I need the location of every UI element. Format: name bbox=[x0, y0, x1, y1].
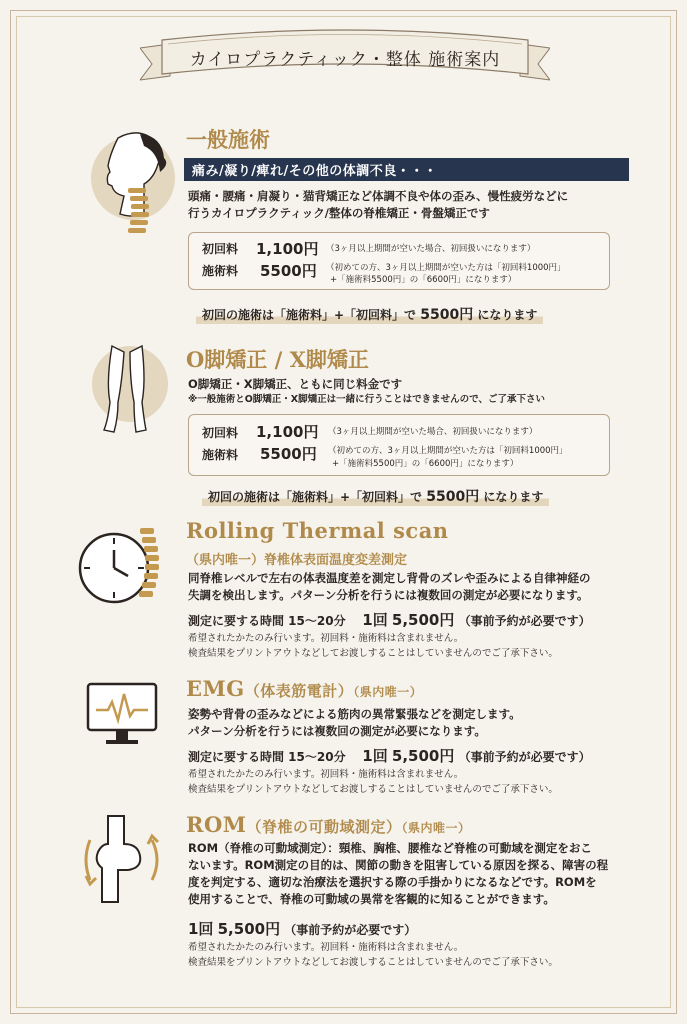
thermal-note1: 希望されたかたのみ行います。初回料・施術料は含まれません。 bbox=[188, 633, 464, 644]
thermal-desc1: 同脊椎レベルで左右の体表温度差を測定し背骨のズレや歪みによる自律神経の bbox=[188, 571, 591, 585]
thermal-desc2: 失調を検出します。パターン分析を行うには複数回の測定が必要になります。 bbox=[188, 588, 589, 602]
rom-price-value: 5,500円 bbox=[217, 920, 281, 938]
oleg-row2-price: 5500円 bbox=[260, 445, 317, 463]
emg-price-time: 測定に要する時間 15〜20分 bbox=[188, 750, 346, 764]
rom-price-count: 1回 bbox=[188, 920, 214, 938]
general-row2-price: 5500円 bbox=[260, 262, 317, 280]
general-summary bbox=[196, 304, 543, 324]
oleg-summary-b: 5500円 bbox=[426, 489, 480, 505]
general-row1-price: 1,100円 bbox=[256, 240, 319, 258]
monitor-ecg-icon bbox=[82, 676, 162, 756]
emg-desc1: 姿勢や背骨の歪みなどによる筋肉の異常緊張などを測定します。 bbox=[188, 707, 521, 721]
rom-title bbox=[186, 812, 471, 837]
oleg-title: O脚矯正 / X脚矯正 bbox=[186, 347, 369, 372]
thermal-title: Rolling Thermal scan bbox=[186, 518, 449, 543]
oleg-row2-note2: +「施術料5500円」の「6600円」になります） bbox=[332, 459, 519, 469]
emg-title-paren: （体表筋電計） bbox=[244, 682, 354, 700]
emg-price-note: （事前予約が必要です） bbox=[458, 750, 591, 764]
general-band: 痛み/凝り/痺れ/その他の体調不良・・・ bbox=[184, 158, 629, 181]
general-desc2: 行うカイロプラクティック/整体の脊椎矯正・骨盤矯正です bbox=[188, 206, 490, 220]
clock-spine-icon bbox=[74, 520, 164, 610]
general-summary-c: になります bbox=[477, 308, 538, 322]
emg-note1: 希望されたかたのみ行います。初回料・施術料は含まれません。 bbox=[188, 769, 464, 780]
emg-title bbox=[186, 676, 422, 701]
general-row1-note: （3ヶ月以上期間が空いた場合、初回扱いになります） bbox=[326, 244, 536, 254]
emg-title-main: EMG bbox=[186, 676, 245, 701]
thermal-price-note: （事前予約が必要です） bbox=[458, 614, 591, 628]
thermal-price-value: 5,500円 bbox=[391, 611, 455, 629]
legs-icon bbox=[84, 342, 170, 438]
thermal-price-time: 測定に要する時間 15〜20分 bbox=[188, 614, 346, 628]
rom-price bbox=[188, 918, 416, 939]
page-title: カイロプラクティック・整体 施術案内 bbox=[189, 50, 501, 70]
thermal-price-count: 1回 bbox=[362, 611, 388, 629]
oleg-row2-label: 施術料 bbox=[202, 448, 239, 462]
oleg-desc2: ※一般施術とO脚矯正・X脚矯正は一緒に行うことはできませんので、ご了承下さい bbox=[188, 394, 545, 405]
rom-note1: 希望されたかたのみ行います。初回料・施術料は含まれません。 bbox=[188, 942, 464, 953]
rom-desc3: 度を判定する、適切な治療法を選択する際の手掛かりになるなどです。ROMを bbox=[188, 875, 597, 889]
oleg-row1-price: 1,100円 bbox=[256, 423, 319, 441]
general-title: 一般施術 bbox=[186, 127, 270, 152]
oleg-desc1: O脚矯正・X脚矯正、ともに同じ料金です bbox=[188, 377, 403, 391]
general-row1-label: 初回料 bbox=[202, 242, 239, 256]
emg-desc2: パターン分析を行うには複数回の測定が必要になります。 bbox=[188, 724, 486, 738]
general-summary-a: 初回の施術は「施術料」+「初回料」で bbox=[202, 308, 417, 322]
emg-price-value: 5,500円 bbox=[391, 747, 455, 765]
emg-price bbox=[188, 745, 591, 766]
emg-price-count: 1回 bbox=[362, 747, 388, 765]
rom-desc1: ROM（脊椎の可動域測定）：頸椎、胸椎、腰椎など脊椎の可動域を測定をおこ bbox=[188, 841, 592, 855]
rom-price-note: （事前予約が必要です） bbox=[284, 923, 417, 937]
rom-desc4: 使用することで、脊椎の可動域の異常を客観的に知ることができます。 bbox=[188, 892, 555, 906]
oleg-row1-label: 初回料 bbox=[202, 426, 239, 440]
knee-joint-icon bbox=[78, 810, 168, 910]
oleg-row1-note: （3ヶ月以上期間が空いた場合、初回扱いになります） bbox=[328, 427, 538, 437]
oleg-row2-note1: （初めての方、3ヶ月以上期間が空いた方は「初回料1000円」 bbox=[328, 446, 568, 456]
general-row2-note2: +「施術料5500円」の「6600円」になります） bbox=[330, 275, 517, 285]
emg-note2: 検査結果をプリントアウトなどしてお渡しすることはしていませんのでご了承下さい。 bbox=[188, 784, 558, 795]
rom-title-main: ROM bbox=[186, 812, 247, 837]
emg-title-sub: （県内唯一） bbox=[353, 685, 423, 699]
thermal-note2: 検査結果をプリントアウトなどしてお渡しすることはしていませんのでご了承下さい。 bbox=[188, 648, 558, 659]
general-desc1: 頭痛・腰痛・肩凝り・猫背矯正など体調不良や体の歪み、慢性疲労などに bbox=[188, 189, 569, 203]
general-row2-label: 施術料 bbox=[202, 264, 239, 278]
oleg-summary-a: 初回の施術は「施術料」+「初回料」で bbox=[208, 490, 423, 504]
oleg-summary bbox=[202, 486, 549, 506]
rom-desc2: ないます。ROM測定の目的は、関節の動きを阻害している原因を探る、障害の程 bbox=[188, 858, 609, 872]
neck-spine-icon bbox=[78, 118, 178, 248]
oleg-summary-c: になります bbox=[483, 490, 544, 504]
thermal-price bbox=[188, 609, 591, 630]
rom-title-sub: （県内唯一） bbox=[401, 821, 471, 835]
rom-note2: 検査結果をプリントアウトなどしてお渡しすることはしていませんのでご了承下さい。 bbox=[188, 957, 558, 968]
rom-title-paren: （脊椎の可動域測定） bbox=[246, 818, 402, 836]
general-row2-note1: （初めての方、3ヶ月以上期間が空いた方は「初回料1000円」 bbox=[326, 263, 566, 273]
title-banner bbox=[140, 18, 550, 88]
general-summary-b: 5500円 bbox=[420, 307, 474, 323]
thermal-subtitle: （県内唯一）脊椎体表面温度変差測定 bbox=[186, 553, 408, 568]
